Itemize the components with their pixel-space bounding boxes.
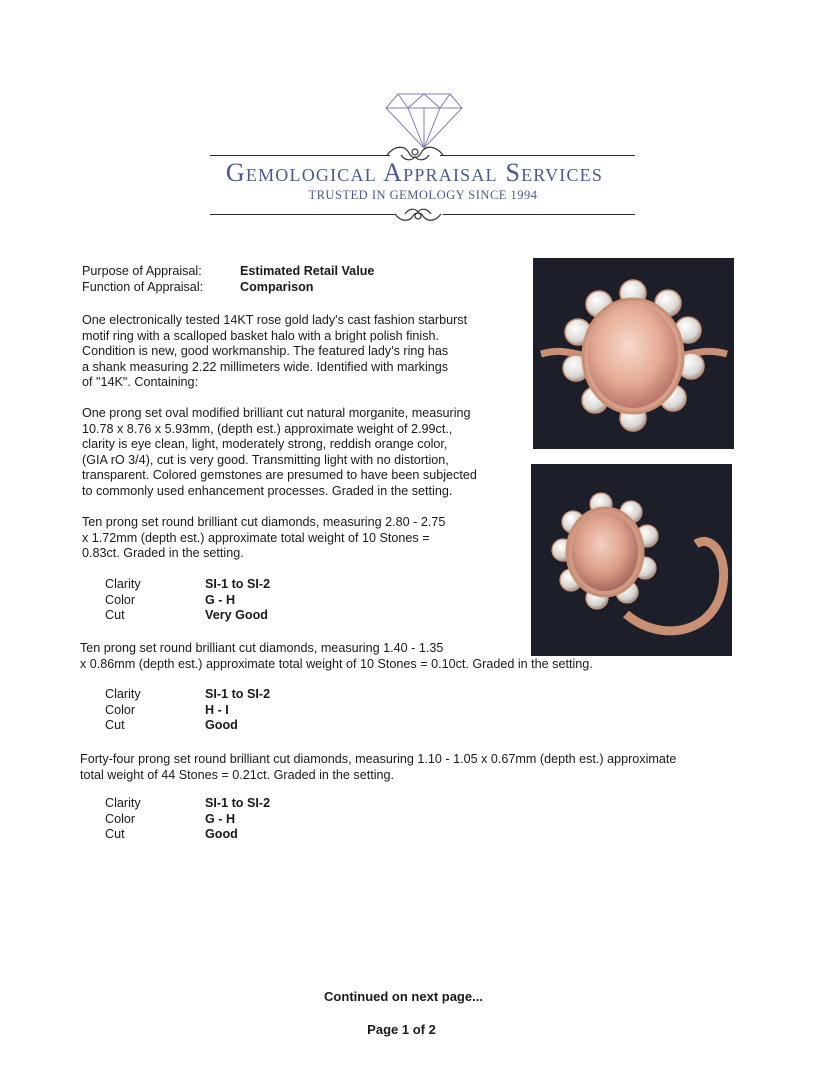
diamonds-2-grades [105,687,325,734]
description-line: motif ring with a scalloped basket halo with a bright polish finish. [82,328,440,343]
morganite-line: 10.78 x 8.76 x 5.93mm, (depth est.) approximate weight of 2.99ct., [82,421,453,436]
purpose-label: Purpose of Appraisal: [82,264,202,278]
description-line: Condition is new, good workmanship. The featured lady's ring has [82,344,449,359]
description-line: a shank measuring 2.22 millimeters wide. Identified with markings [82,359,449,374]
color-value: H - I [205,702,229,717]
ring-description [82,313,467,391]
clarity-label: Clarity [105,687,141,701]
diamonds-1-line: Ten prong set round brilliant cut diamonds, measuring 2.80 - 2.75 [82,515,446,529]
ring-top-view-icon [533,258,734,449]
cut-value: Very Good [205,608,268,623]
diamonds-1-line: 0.83ct. Graded in the setting. [82,546,244,561]
cut-label: Cut [105,608,125,623]
function-value: Comparison [240,279,314,294]
purpose-block [82,264,522,295]
color-label: Color [105,592,136,607]
purpose-value: Estimated Retail Value [240,264,375,278]
color-label: Color [105,702,136,717]
diamonds-2-line: Ten prong set round brilliant cut diamonds, measuring 1.40 - 1.35 [80,641,444,655]
diamonds-1-description [82,515,445,562]
tagline: TRUSTED IN GEMOLOGY SINCE 1994 [308,188,538,202]
diamonds-3-line: Forty-four prong set round brilliant cut diamonds, measuring 1.10 - 1.05 x 0.67mm (depth est.) approximate [80,752,677,766]
letterhead [0,88,829,228]
ring-angle-view-icon [531,464,732,656]
company-name: Gemological Appraisal Services [225,158,604,187]
cut-label: Cut [105,718,125,733]
clarity-label: Clarity [105,577,141,591]
cut-value: Good [205,827,238,842]
diamonds-1-grades [105,577,325,624]
color-label: Color [105,811,136,826]
clarity-value: SI-1 to SI-2 [205,687,271,701]
diamonds-3-description [80,752,676,783]
ring-photo-angle [531,464,732,656]
morganite-description [82,406,477,500]
bottom-flourish-icon [393,204,443,226]
morganite-line: transparent. Colored gemstones are presumed to have been subjected [82,468,477,483]
color-value: G - H [205,811,236,826]
cut-label: Cut [105,827,125,842]
cut-value: Good [205,718,238,733]
page-number: Page 1 of 2 [367,1022,436,1037]
function-label: Function of Appraisal: [82,279,204,294]
diamonds-2-description [80,641,593,672]
top-rule [210,155,390,156]
top-rule-right [440,155,635,156]
bottom-rule-right [443,214,635,215]
clarity-value: SI-1 to SI-2 [205,577,271,591]
clarity-value: SI-1 to SI-2 [205,796,271,810]
morganite-line: clarity is eye clean, light, moderately strong, reddish orange color, [82,437,448,452]
diamonds-3-grades [105,796,325,843]
diamond-logo-icon [384,90,464,150]
morganite-line: (GIA rO 3/4), cut is very good. Transmitting light with no distortion, [82,452,449,467]
continued-note: Continued on next page... [324,989,483,1004]
ring-photo-top [533,258,734,449]
morganite-line: to commonly used enhancement processes. Graded in the setting. [82,483,453,498]
clarity-label: Clarity [105,796,141,810]
description-line: of "14K". Containing: [82,375,199,390]
color-value: G - H [205,592,236,607]
bottom-rule-left [210,214,395,215]
diamonds-2-line: x 0.86mm (depth est.) approximate total weight of 10 Stones = 0.10ct. Graded in the setting. [80,656,593,671]
diamonds-3-line: total weight of 44 Stones = 0.21ct. Graded in the setting. [80,767,394,782]
description-line: One electronically tested 14KT rose gold lady's cast fashion starburst [82,313,468,327]
morganite-line: One prong set oval modified brilliant cut natural morganite, measuring [82,406,471,420]
diamonds-1-line: x 1.72mm (depth est.) approximate total weight of 10 Stones = [82,530,430,545]
